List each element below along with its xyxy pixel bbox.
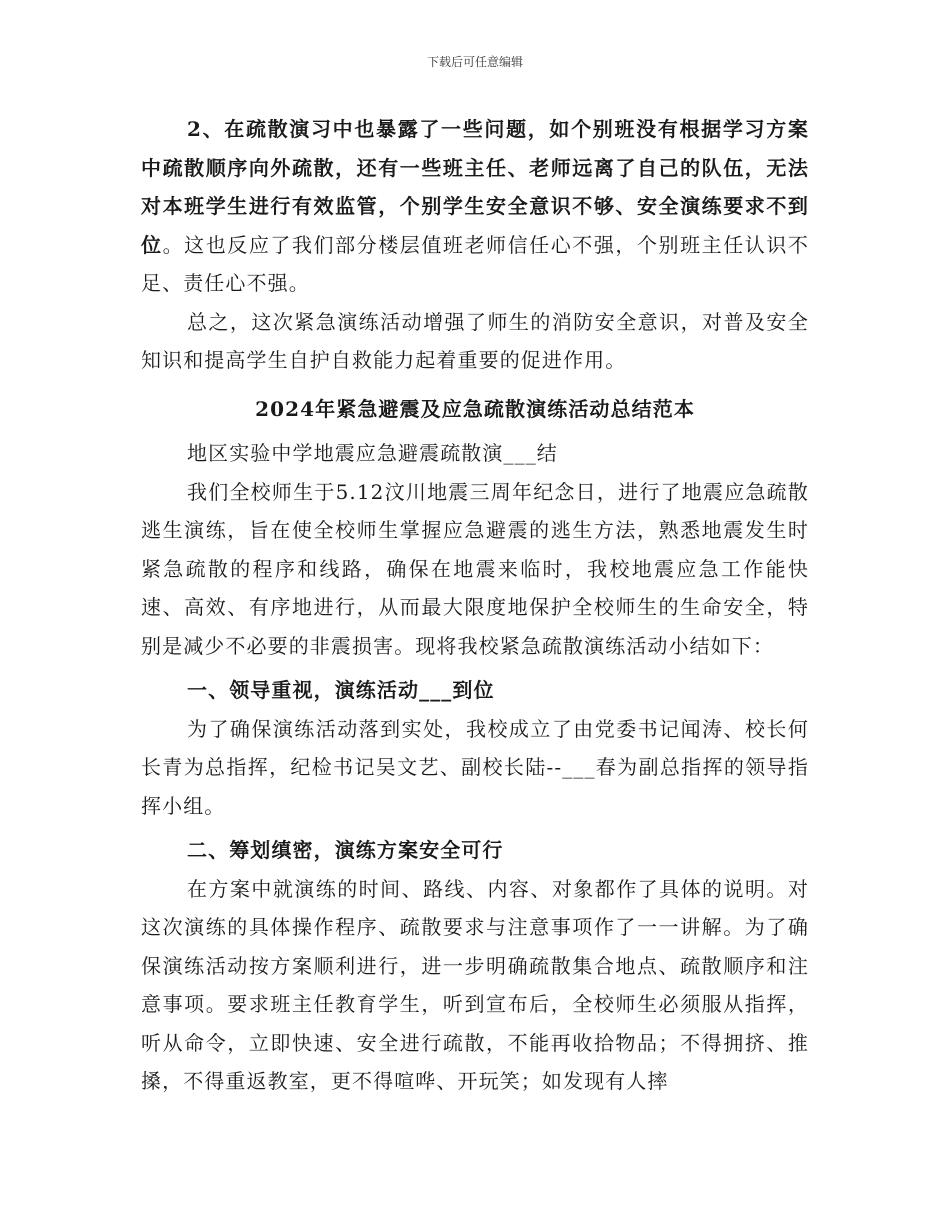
document-title: 2024年紧急避震及应急疏散演练活动总结范本 (255, 396, 695, 421)
paragraph-leadership: 为了确保演练活动落到实处，我校成立了由党委书记闻涛、校长何长青为总指挥，纪检书记吴文艺、副校长陆--___春为副总指挥的领导指挥小组。 (141, 716, 809, 818)
section-heading-1: 一、领导重视，演练活动___到位 (187, 678, 495, 702)
paragraph-intro: 我们全校师生于5.12汶川地震三周年纪念日，进行了地震应急疏散逃生演练，旨在使全校师生掌握应急避震的逃生方法，熟悉地震发生时紧急疏散的程序和线路，确保在地震来临时，我校地震应急工作能快速、高效、有序地进行，从而最大限度地保护全校师生的生命安全，特别是减少不必要的非震损害。现将我校紧急疏散演练活动小结如下： (141, 479, 809, 658)
document-body (141, 110, 809, 1101)
paragraph-problems (141, 110, 809, 303)
paragraph-plan: 在方案中就演练的时间、路线、内容、对象都作了具体的说明。对这次演练的具体操作程序、疏散要求与注意事项作了一一讲解。为了确保演练活动按方案顺利进行，进一步明确疏散集合地点、疏散顺序和注意事项。要求班主任教育学生，听到宣布后，全校师生必须服从指挥，听从命令，立即快速、安全进行疏散，不能再收拾物品；不得拥挤、推搡，不得重返教室，更不得喧哗、开玩笑；如发现有人摔 (141, 876, 809, 1093)
section-heading-2: 二、筹划缜密，演练方案安全可行 (187, 838, 504, 862)
paragraph-summary: 总之，这次紧急演练活动增强了师生的消防安全意识，对普及安全知识和提高学生自护自救能力起着重要的促进作用。 (141, 309, 809, 372)
paragraph-problems-bold: 2、在疏散演习中也暴露了一些问题，如个别班没有根据学习方案中疏散顺序向外疏散，还有一些班主任、老师远离了自己的队伍，无法对本班学生进行有效监管，个别学生安全意识不够、安全演练要求不到位 (141, 117, 809, 257)
page-header: 下载后可任意编辑 (426, 55, 523, 69)
paragraph-problems-normal: 。这也反应了我们部分楼层值班老师信任心不强，个别班主任认识不足、责任心不强。 (141, 232, 810, 295)
document-subtitle: 地区实验中学地震应急避震疏散演___结 (187, 441, 558, 465)
